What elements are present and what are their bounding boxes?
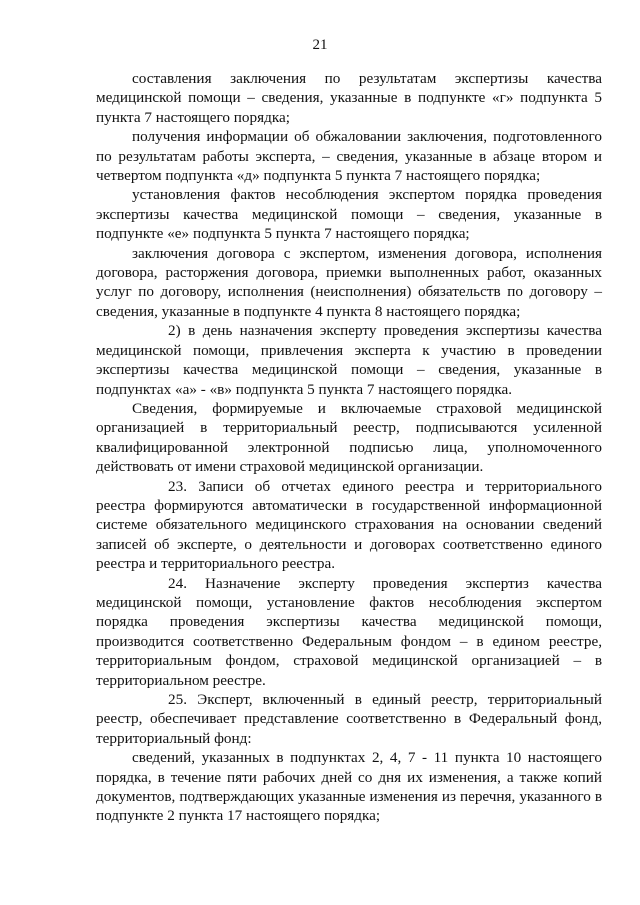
paragraph-text: получения информации об обжаловании заключения, подготовленного по результатам работы эксперта, – сведения, указанные в абзаце втором и четвертом подпункта «д» подпункта 5 пункта 7 настоящего порядка; [96,128,602,185]
paragraph-subitem-2 [96,321,602,399]
paragraph-expert-conclusion [96,69,602,127]
paragraph-text: в день назначения эксперту проведения экспертизы качества медицинской помощи, привлечения эксперта к участию в проведении экспертизы качества медицинской помощи – сведения, указанные в подпунктах «а» - «в» подпункта 5 пункта 7 настоящего порядка. [96,322,603,398]
paragraph-item-23 [96,477,602,574]
paragraph-text: установления фактов несоблюдения экспертом порядка проведения экспертизы качества медицинской помощи – сведения, указанные в подпункте «е» подпункта 5 пункта 7 настоящего порядка; [96,186,602,243]
paragraph-changed-information [96,748,602,826]
paragraph-text: Назначение эксперту проведения экспертиз качества медицинской помощи, установление фактов несоблюдения экспертом порядка проведения экспертизы качества медицинской помощи, производится соответственно Федеральным фондом – в едином реестре, территориальным фондом, страховой медицинской организацией – в территориальном реестре. [96,574,602,689]
paragraph-electronic-signature [96,399,602,477]
item-number: 23. [168,477,187,495]
subitem-number: 2) [168,322,181,340]
page-number: 21 [312,37,328,53]
document-body [96,69,602,826]
paragraph-noncompliance-facts [96,185,602,243]
paragraph-text: составления заключения по результатам экспертизы качества медицинской помощи – сведения, указанные в подпункте «г» подпункта 5 пункта 7 настоящего порядка; [96,70,602,126]
item-number: 24. [168,574,187,592]
paragraph-item-24 [96,574,602,690]
paragraph-text: Сведения, формируемые и включаемые страховой медицинской организацией в территориальный реестр, подписываются усиленной квалифицированной электронной подписью лица, уполномоченного действовать от имени страховой медицинской организации. [96,399,602,476]
item-number: 25. [168,691,187,708]
paragraph-item-25 [96,690,602,748]
paragraph-appeal-information [96,127,602,185]
paragraph-text: Записи об отчетах единого реестра и территориального реестра формируются автоматически в государственной информационной системе обязательного медицинского страхования на основании сведений записей об эксперте, о деятельности и договорах соответственно единого реестра и территориального реестра. [96,477,602,573]
paragraph-text: заключения договора с экспертом, изменения договора, исполнения договора, расторжения договора, приемки выполненных работ, оказанных услуг по договору, исполнения (неисполнения) обязательств по договору – сведения, указанные в подпункте 4 пункта 8 настоящего порядка; [96,244,602,320]
paragraph-text: сведений, указанных в подпунктах 2, 4, 7 - 11 пункта 10 настоящего порядка, в течение пяти рабочих дней со дня их изменения, а также копий документов, подтверждающих указанные изменения из перечня, указанного в подпункте 2 пункта 17 настоящего порядка; [96,749,602,825]
paragraph-text: Эксперт, включенный в единый реестр, территориальный реестр, обеспечивает представление соответственно в Федеральный фонд, территориальный фонд: [96,691,602,747]
paragraph-contract-events [96,244,602,322]
